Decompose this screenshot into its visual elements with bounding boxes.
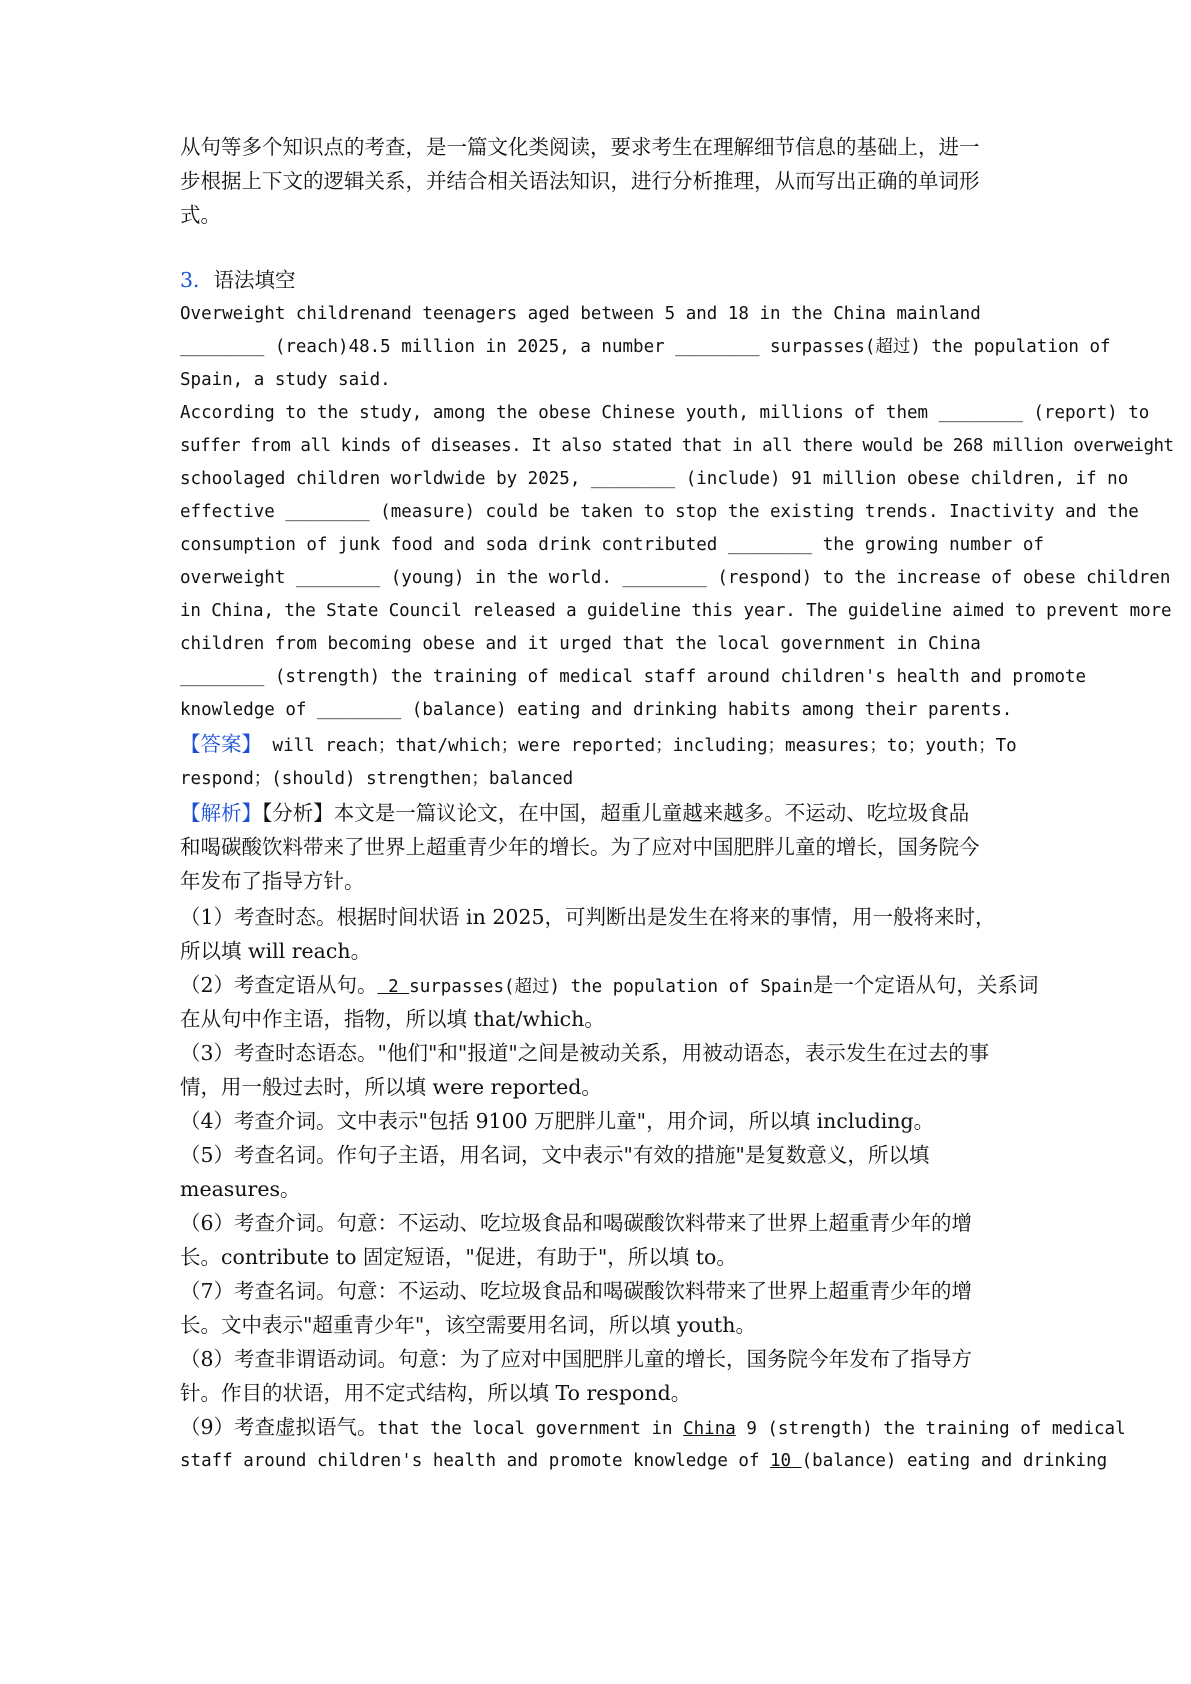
passage-line: Spain, a study said. xyxy=(180,370,391,390)
analysis-item: （9）考查虚拟语气。that the local government in China 9 (strength) the training of medical xyxy=(180,1415,1126,1439)
top-paragraph-line: 从句等多个知识点的考查，是一篇文化类阅读，要求考生在理解细节信息的基础上，进一 xyxy=(180,135,980,159)
passage-line: ________ (reach)48.5 million in 2025, a number ________ surpasses(超过) the population of xyxy=(180,337,1111,357)
analysis-item: （4）考查介词。文中表示"包括 9100 万肥胖儿童"，用介词，所以填 including。 xyxy=(180,1109,935,1133)
passage-line: suffer from all kinds of diseases. It also stated that in all there would be 268 million overweight xyxy=(180,436,1174,456)
analysis-item: （3）考查时态语态。"他们"和"报道"之间是被动关系，用被动语态，表示发生在过去的事 xyxy=(180,1041,990,1065)
blank-number: 10 xyxy=(770,1451,802,1471)
question-number: 3． xyxy=(180,268,214,292)
question-heading xyxy=(180,266,296,294)
analysis-item: （2）考查定语从句。 2 surpasses(超过) the population of Spain是一个定语从句，关系词 xyxy=(180,973,1039,997)
answer-line: respond；(should) strengthen；balanced xyxy=(180,769,574,789)
blank-number: 9 xyxy=(735,1419,768,1439)
passage-line: schoolaged children worldwide by 2025, ________ (include) 91 million obese children, if no xyxy=(180,469,1129,489)
analysis-item: 长。contribute to 固定短语，"促进，有助于"，所以填 to。 xyxy=(180,1245,737,1269)
passage-line: According to the study, among the obese Chinese youth, millions of them ________ (report) to xyxy=(180,403,1150,423)
analysis-item: 长。文中表示"超重青少年"，该空需要用名词，所以填 youth。 xyxy=(180,1313,756,1337)
analysis-item: （8）考查非谓语动词。句意：为了应对中国肥胖儿童的增长，国务院今年发布了指导方 xyxy=(180,1347,973,1371)
analysis-item: 在从句中作主语，指物，所以填 that/which。 xyxy=(180,1007,605,1031)
analysis-item: 所以填 will reach。 xyxy=(180,939,372,963)
analysis-item: 针。作目的状语，用不定式结构，所以填 To respond。 xyxy=(180,1381,692,1405)
passage-line: knowledge of ________ (balance) eating and drinking habits among their parents. xyxy=(180,700,1013,720)
analysis-item: 情，用一般过去时，所以填 were reported。 xyxy=(180,1075,602,1099)
top-paragraph-line: 步根据上下文的逻辑关系，并结合相关语法知识，进行分析推理，从而写出正确的单词形 xyxy=(180,169,980,193)
question-title: 语法填空 xyxy=(213,268,296,292)
analysis-intro-line: 年发布了指导方针。 xyxy=(180,869,365,893)
passage-line: overweight ________ (young) in the world. ________ (respond) to the increase of obese children xyxy=(180,568,1171,588)
answer-label: 【答案】 xyxy=(180,732,262,756)
top-paragraph-line: 式。 xyxy=(180,203,221,227)
analysis-item: （6）考查介词。句意：不运动、吃垃圾食品和喝碳酸饮料带来了世界上超重青少年的增 xyxy=(180,1211,973,1235)
analysis-item: staff around children's health and promote knowledge of 10 (balance) eating and drinking xyxy=(180,1451,1108,1471)
passage-line: Overweight childrenand teenagers aged between 5 and 18 in the China mainland xyxy=(180,304,981,324)
answer-line xyxy=(180,730,1017,760)
analysis-intro-line: 【解析】【分析】本文是一篇议论文，在中国，超重儿童越来越多。不运动、吃垃圾食品 xyxy=(180,801,970,825)
passage-line: consumption of junk food and soda drink contributed ________ the growing number of xyxy=(180,535,1044,555)
analysis-item: （1）考查时态。根据时间状语 in 2025，可判断出是发生在将来的事情，用一般将来时， xyxy=(180,905,996,929)
passage-line: in China, the State Council released a guideline this year. The guideline aimed to prevent more xyxy=(180,601,1172,621)
analysis-intro-line: 和喝碳酸饮料带来了世界上超重青少年的增长。为了应对中国肥胖儿童的增长，国务院今 xyxy=(180,835,980,859)
analysis-item: （5）考查名词。作句子主语，用名词，文中表示"有效的措施"是复数意义，所以填 xyxy=(180,1143,930,1167)
answer-text: will reach；that/which；were reported；including；measures；to；youth；To xyxy=(262,736,1017,756)
analysis-item: measures。 xyxy=(180,1177,301,1201)
passage-line: children from becoming obese and it urged that the local government in China xyxy=(180,634,981,654)
passage-line: ________ (strength) the training of medical staff around children's health and promote xyxy=(180,667,1087,687)
blank-number: 2 xyxy=(377,977,410,997)
passage-line: effective ________ (measure) could be taken to stop the existing trends. Inactivity and the xyxy=(180,502,1139,522)
analysis-label: 【解析】 xyxy=(180,801,262,825)
analysis-item: （7）考查名词。句意：不运动、吃垃圾食品和喝碳酸饮料带来了世界上超重青少年的增 xyxy=(180,1279,973,1303)
